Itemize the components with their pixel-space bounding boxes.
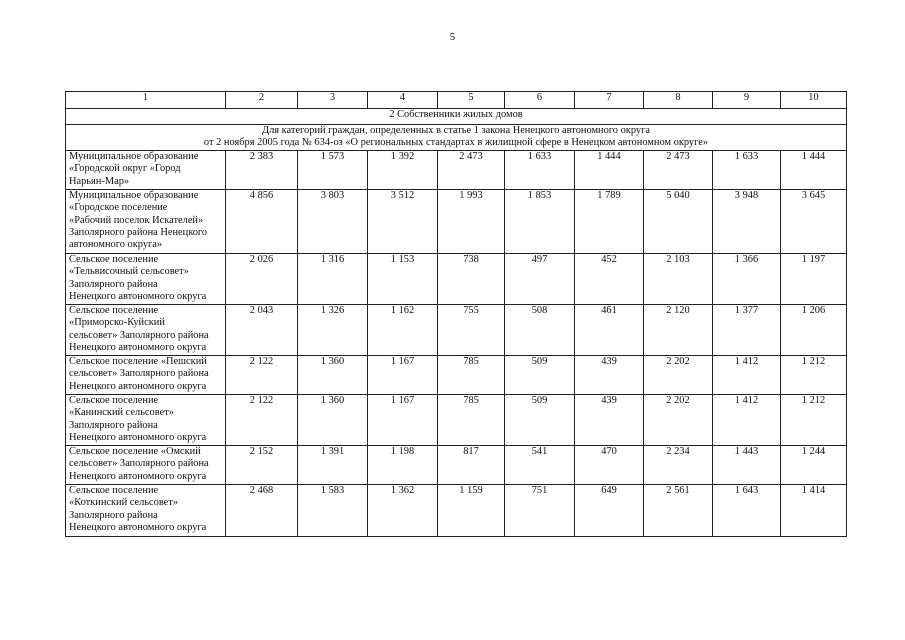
value-cell: 1 360 [298, 355, 368, 394]
table-row [66, 189, 847, 253]
name-line: сельсовет» Заполярного района [69, 329, 209, 341]
value-cell: 1 412 [713, 355, 781, 394]
name-line: Нарьян-Мар» [69, 175, 130, 187]
header-cell: 1 [66, 92, 226, 109]
municipality-name [66, 253, 226, 304]
value-cell: 1 244 [781, 445, 847, 484]
name-line: Ненецкого автономного округа [69, 470, 207, 482]
value-cell: 2 043 [226, 304, 298, 355]
category-description [66, 125, 847, 151]
value-cell: 439 [575, 394, 644, 445]
value-cell: 1 206 [781, 304, 847, 355]
name-line: «Тельвисочный сельсовет» [69, 266, 189, 278]
value-cell: 1 159 [438, 484, 505, 536]
value-cell: 1 573 [298, 150, 368, 189]
value-cell: 1 392 [368, 150, 438, 189]
value-cell: 1 789 [575, 189, 644, 253]
value-cell: 439 [575, 355, 644, 394]
value-cell: 1 633 [713, 150, 781, 189]
value-cell: 1 391 [298, 445, 368, 484]
header-cell: 4 [368, 92, 438, 109]
value-cell: 1 412 [713, 394, 781, 445]
value-cell: 2 234 [644, 445, 713, 484]
value-cell: 1 443 [713, 445, 781, 484]
value-cell: 785 [438, 355, 505, 394]
municipality-name [66, 189, 226, 253]
header-cell: 5 [438, 92, 505, 109]
value-cell: 1 212 [781, 394, 847, 445]
value-cell: 1 414 [781, 484, 847, 536]
name-line: Заполярного района [69, 278, 158, 290]
name-line: Ненецкого автономного округа [69, 380, 207, 392]
municipality-name [66, 394, 226, 445]
value-cell: 2 152 [226, 445, 298, 484]
municipality-name [66, 484, 226, 536]
header-cell: 9 [713, 92, 781, 109]
value-cell: 2 103 [644, 253, 713, 304]
name-line: Сельское поселение «Пешский [69, 355, 207, 367]
name-line: Сельское поселение [69, 394, 159, 406]
value-cell: 1 444 [575, 150, 644, 189]
name-line: Муниципальное образование [69, 189, 199, 201]
value-cell: 541 [505, 445, 575, 484]
value-cell: 785 [438, 394, 505, 445]
value-cell: 738 [438, 253, 505, 304]
value-cell: 2 026 [226, 253, 298, 304]
value-cell: 2 120 [644, 304, 713, 355]
value-cell: 1 197 [781, 253, 847, 304]
table-row [66, 445, 847, 484]
value-cell: 1 444 [781, 150, 847, 189]
name-line: «Городской округ «Город [69, 163, 181, 175]
value-cell: 2 561 [644, 484, 713, 536]
municipality-name [66, 304, 226, 355]
name-line: Ненецкого автономного округа [69, 432, 207, 444]
value-cell: 2 473 [644, 150, 713, 189]
value-cell: 2 202 [644, 394, 713, 445]
value-cell: 817 [438, 445, 505, 484]
name-line: Сельское поселение [69, 253, 159, 265]
name-line: автономного округа» [69, 239, 163, 251]
name-line: Заполярного района [69, 509, 158, 521]
municipality-name [66, 355, 226, 394]
category-line: Для категорий граждан, определенных в статье 1 закона Ненецкого автономного округа [262, 125, 650, 136]
table-row [66, 150, 847, 189]
value-cell: 1 212 [781, 355, 847, 394]
value-cell: 1 162 [368, 304, 438, 355]
value-cell: 1 633 [505, 150, 575, 189]
value-cell: 1 366 [713, 253, 781, 304]
value-cell: 470 [575, 445, 644, 484]
value-cell: 1 362 [368, 484, 438, 536]
value-cell: 2 202 [644, 355, 713, 394]
name-line: Сельское поселение [69, 484, 159, 496]
value-cell: 497 [505, 253, 575, 304]
value-cell: 452 [575, 253, 644, 304]
value-cell: 1 993 [438, 189, 505, 253]
value-cell: 5 040 [644, 189, 713, 253]
page-number: 5 [449, 31, 456, 43]
value-cell: 3 512 [368, 189, 438, 253]
name-line: Ненецкого автономного округа [69, 291, 207, 303]
value-cell: 1 316 [298, 253, 368, 304]
value-cell: 2 122 [226, 394, 298, 445]
name-line: Муниципальное образование [69, 150, 199, 162]
header-cell: 7 [575, 92, 644, 109]
header-cell: 2 [226, 92, 298, 109]
table-row [66, 253, 847, 304]
value-cell: 508 [505, 304, 575, 355]
value-cell: 1 853 [505, 189, 575, 253]
value-cell: 509 [505, 355, 575, 394]
value-cell: 1 198 [368, 445, 438, 484]
header-cell: 8 [644, 92, 713, 109]
value-cell: 2 383 [226, 150, 298, 189]
name-line: Ненецкого автономного округа [69, 342, 207, 354]
table-row [66, 304, 847, 355]
category-line: от 2 ноября 2005 года № 634-оз «О региональных стандартах в жилищной сфере в Ненецком автономном округе» [203, 137, 709, 149]
value-cell: 2 122 [226, 355, 298, 394]
value-cell: 1 167 [368, 394, 438, 445]
name-line: Заполярного района [69, 419, 158, 431]
name-line: «Коткинский сельсовет» [69, 497, 179, 509]
value-cell: 1 167 [368, 355, 438, 394]
value-cell: 1 377 [713, 304, 781, 355]
value-cell: 509 [505, 394, 575, 445]
value-cell: 3 948 [713, 189, 781, 253]
value-cell: 1 583 [298, 484, 368, 536]
name-line: «Городское поселение [69, 202, 168, 214]
section-title: 2 Собственники жилых домов [66, 109, 847, 125]
value-cell: 1 360 [298, 394, 368, 445]
section-title-row [66, 109, 847, 125]
table-row [66, 394, 847, 445]
name-line: Ненецкого автономного округа [69, 522, 207, 534]
name-line: «Рабочий поселок Искателей» [69, 214, 204, 226]
header-cell: 10 [781, 92, 847, 109]
name-line: «Приморско-Куйский [69, 317, 165, 329]
value-cell: 3 803 [298, 189, 368, 253]
column-number-header [66, 92, 847, 109]
value-cell: 649 [575, 484, 644, 536]
value-cell: 1 643 [713, 484, 781, 536]
name-line: Сельское поселение «Омский [69, 445, 201, 457]
value-cell: 3 645 [781, 189, 847, 253]
value-cell: 751 [505, 484, 575, 536]
category-row [66, 125, 847, 151]
value-cell: 461 [575, 304, 644, 355]
housing-standards-table [65, 91, 847, 537]
value-cell: 755 [438, 304, 505, 355]
table-row [66, 355, 847, 394]
municipality-name [66, 150, 226, 189]
table-row [66, 484, 847, 536]
name-line: Сельское поселение [69, 304, 159, 316]
value-cell: 1 153 [368, 253, 438, 304]
value-cell: 2 468 [226, 484, 298, 536]
value-cell: 4 856 [226, 189, 298, 253]
name-line: сельсовет» Заполярного района [69, 458, 209, 470]
name-line: «Канинский сельсовет» [69, 407, 174, 419]
name-line: сельсовет» Заполярного района [69, 368, 209, 380]
name-line: Заполярного района Ненецкого [69, 227, 208, 239]
value-cell: 2 473 [438, 150, 505, 189]
municipality-name [66, 445, 226, 484]
header-cell: 3 [298, 92, 368, 109]
header-cell: 6 [505, 92, 575, 109]
value-cell: 1 326 [298, 304, 368, 355]
